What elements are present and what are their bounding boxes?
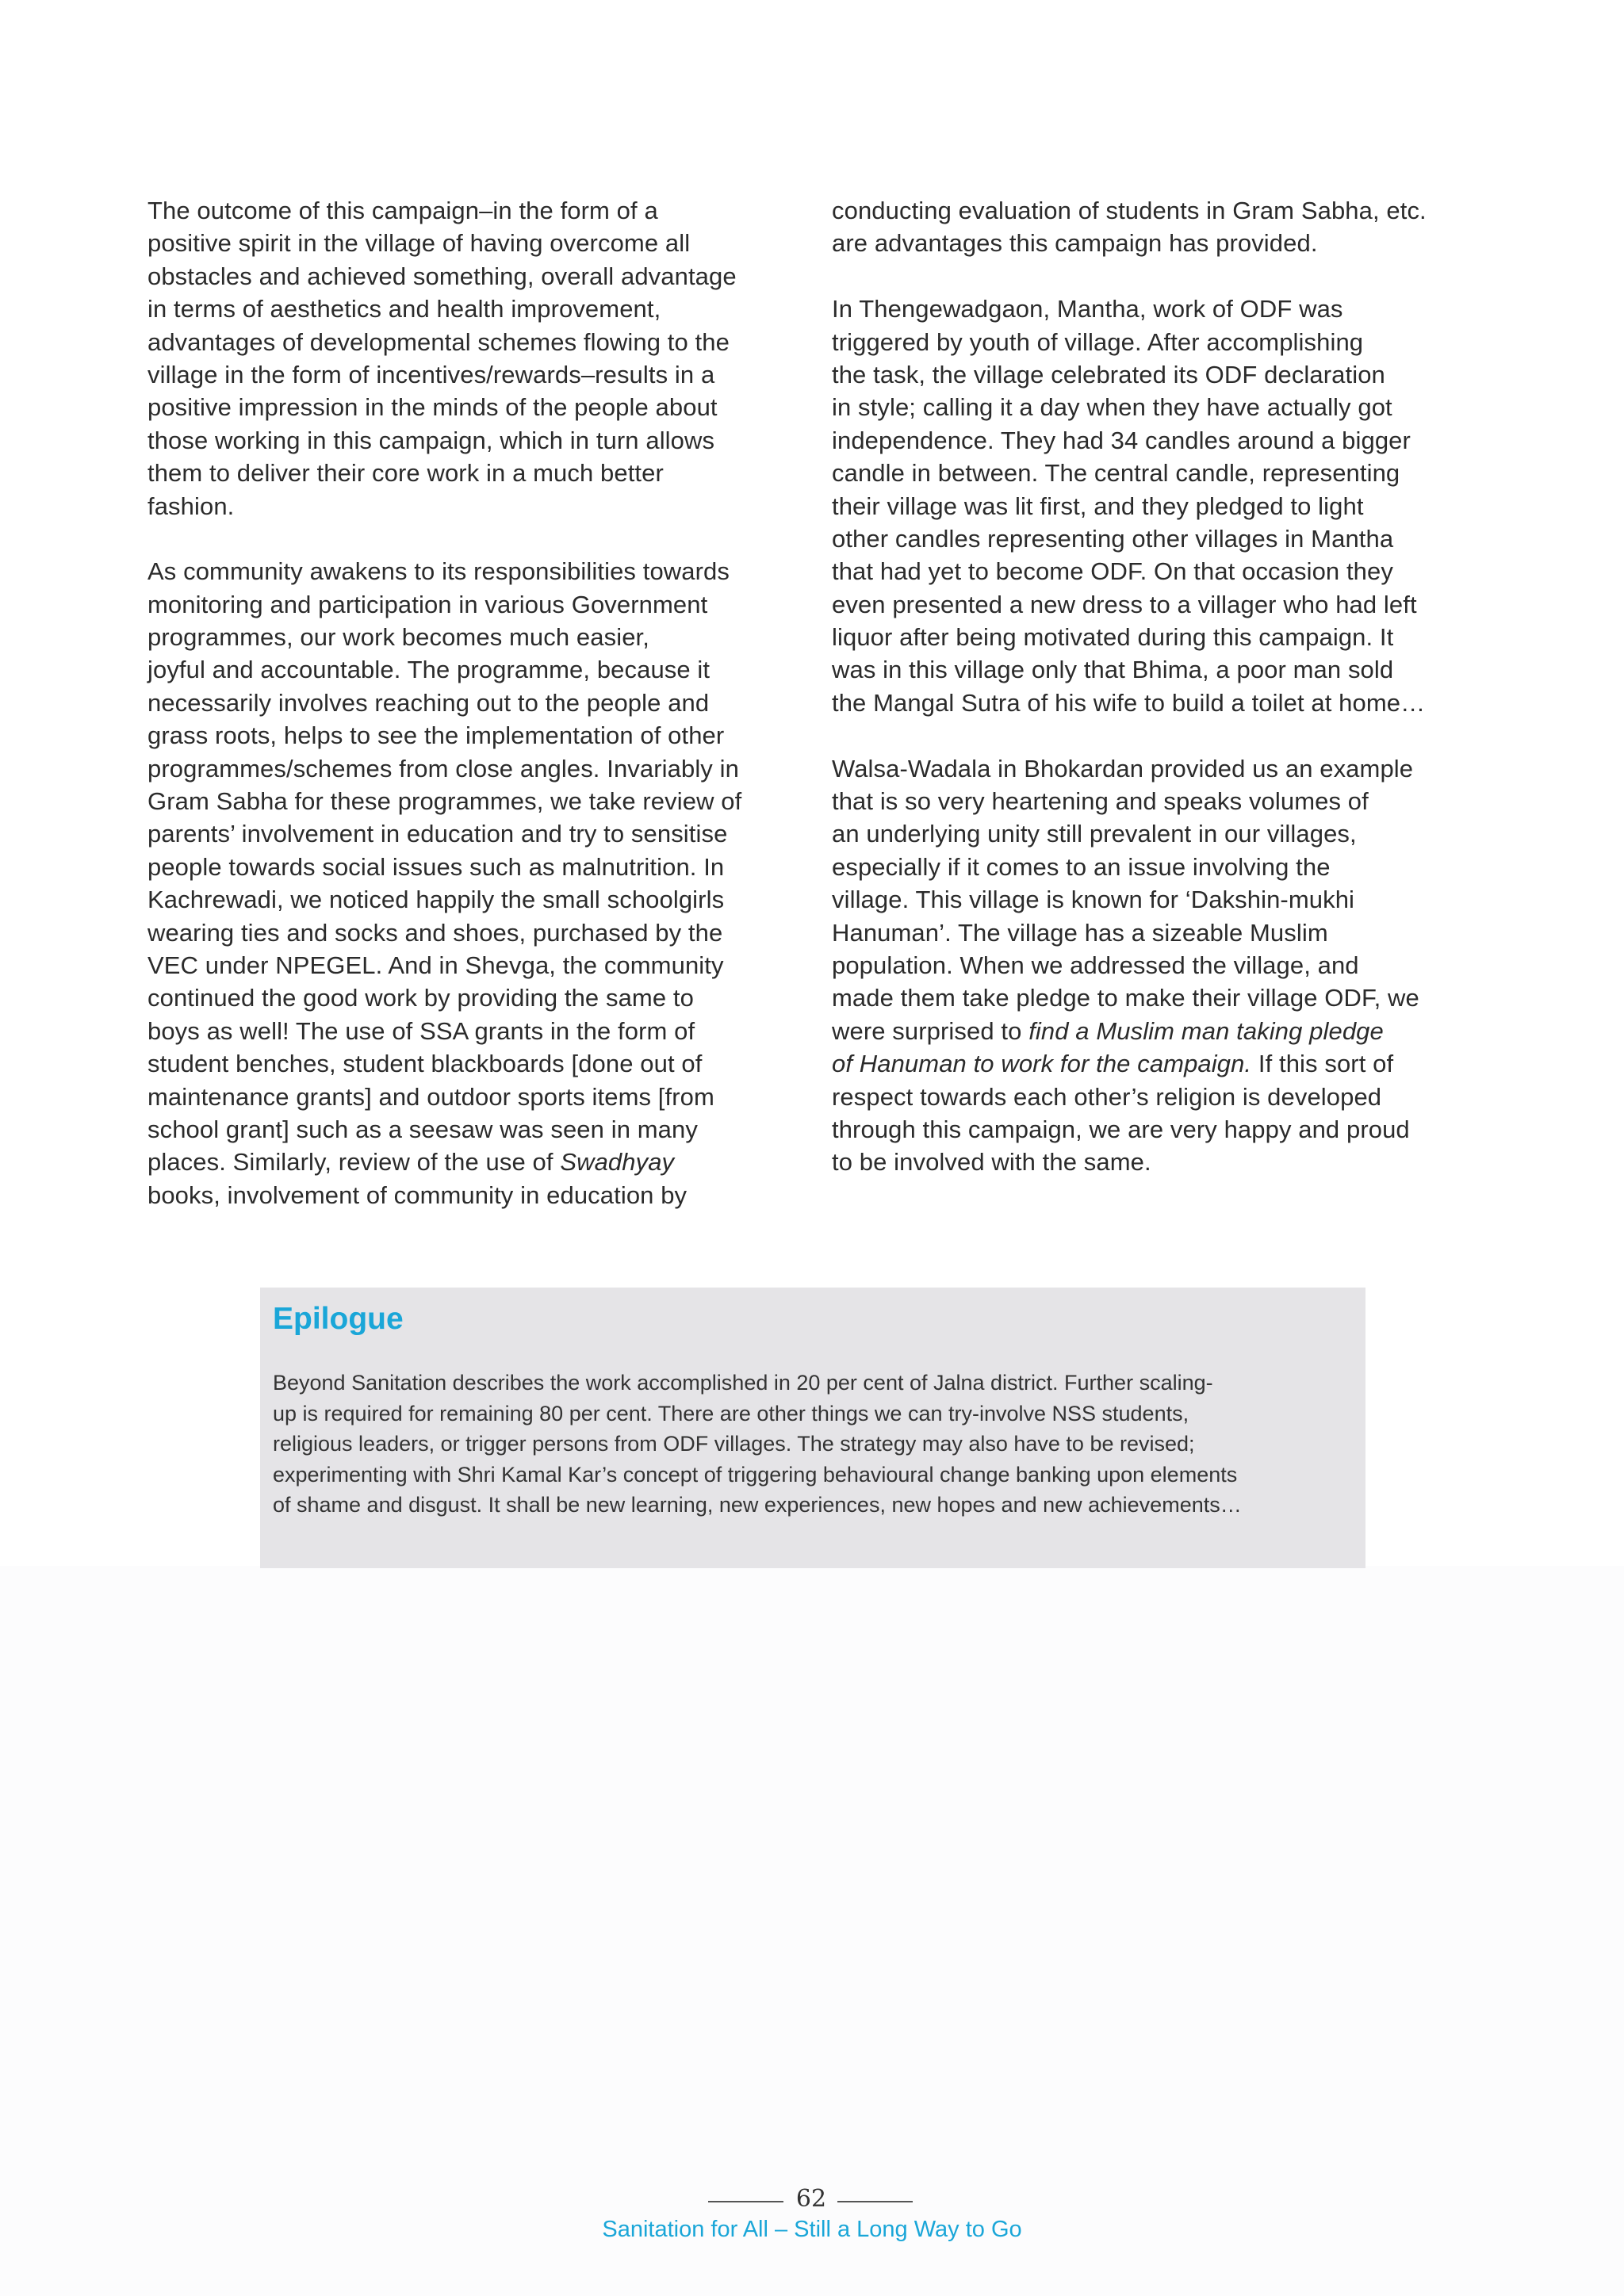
text-line: school grant] such as a seesaw was seen in many bbox=[147, 1115, 698, 1143]
text-line: population. When we addressed the village, and bbox=[832, 951, 1359, 979]
text-line: advantages of developmental schemes flowing to the bbox=[147, 327, 730, 356]
epilogue-box bbox=[260, 1288, 1365, 1568]
text-line: programmes/schemes from close angles. Invariably in bbox=[147, 754, 739, 783]
text-line: Hanuman’. The village has a sizeable Muslim bbox=[832, 918, 1328, 947]
text-line: Gram Sabha for these programmes, we take review of bbox=[147, 787, 742, 816]
text-line: made them take pledge to make their village ODF, we bbox=[832, 984, 1419, 1012]
text-line: In Thengewadgaon, Mantha, work of ODF was bbox=[832, 295, 1343, 323]
text-line: religious leaders, or trigger persons from ODF villages. The strategy may also have to be revised; bbox=[273, 1432, 1195, 1456]
text-line: respect towards each other’s religion is developed bbox=[832, 1082, 1382, 1111]
epilogue-title: Epilogue bbox=[273, 1302, 404, 1336]
text-line: that is so very heartening and speaks volumes of bbox=[832, 787, 1369, 816]
right-column bbox=[832, 194, 1522, 1179]
text-line: wearing ties and socks and shoes, purchased by the bbox=[147, 918, 723, 947]
text-line: maintenance grants] and outdoor sports items [from bbox=[147, 1082, 714, 1111]
text-line: continued the good work by providing the same to bbox=[147, 984, 694, 1012]
page-number: 62 bbox=[795, 2185, 827, 2213]
text-line: Kachrewadi, we noticed happily the small schoolgirls bbox=[147, 886, 725, 914]
text-line: in terms of aesthetics and health improvement, bbox=[147, 295, 661, 323]
text-line: their village was lit first, and they pledged to light bbox=[832, 492, 1364, 520]
text-line: the Mangal Sutra of his wife to build a toilet at home… bbox=[832, 688, 1426, 717]
text-line: necessarily involves reaching out to the people and bbox=[147, 688, 710, 717]
text-run: If this sort of bbox=[1251, 1050, 1394, 1078]
text-line: village. This village is known for ‘Dakshin-mukhi bbox=[832, 886, 1355, 914]
text-line: obstacles and achieved something, overall advantage bbox=[147, 262, 737, 290]
left-paragraph-2 bbox=[147, 555, 837, 1211]
text-line: of shame and disgust. It shall be new learning, new experiences, new hopes and new achievements… bbox=[273, 1493, 1242, 1517]
paragraph-gap bbox=[832, 719, 1522, 752]
left-paragraph-1 bbox=[147, 194, 837, 522]
text-line: them to deliver their core work in a much better bbox=[147, 459, 664, 488]
paragraph-gap bbox=[147, 522, 837, 555]
left-column bbox=[147, 194, 837, 1211]
text-line: liquor after being motivated during this campaign. It bbox=[832, 623, 1394, 652]
text-line: through this campaign, we are very happy and proud bbox=[832, 1115, 1410, 1143]
text-line: in style; calling it a day when they have actually got bbox=[832, 393, 1392, 422]
text-line: positive spirit in the village of having overcome all bbox=[147, 229, 691, 258]
text-line: books, involvement of community in education by bbox=[147, 1181, 688, 1209]
right-paragraph-1 bbox=[832, 194, 1522, 260]
text-line: positive impression in the minds of the people about bbox=[147, 393, 718, 422]
text-line: parents’ involvement in education and try to sensitise bbox=[147, 820, 728, 848]
text-line: independence. They had 34 candles around a bigger bbox=[832, 426, 1411, 454]
text-run: were surprised to bbox=[832, 1016, 1029, 1045]
paragraph-gap bbox=[832, 260, 1522, 293]
right-paragraph-3 bbox=[832, 752, 1522, 1179]
text-run: places. Similarly, review of the use of bbox=[147, 1148, 561, 1177]
text-line: programmes, our work becomes much easier, bbox=[147, 623, 649, 652]
text-line: grass roots, helps to see the implementation of other bbox=[147, 721, 725, 750]
text-line: conducting evaluation of students in Gram Sabha, etc. bbox=[832, 197, 1427, 224]
text-line: boys as well! The use of SSA grants in the form of bbox=[147, 1016, 695, 1045]
emphasized-phrase: find a Muslim man taking pledge bbox=[1028, 1016, 1384, 1045]
epilogue-body bbox=[273, 1368, 1359, 1521]
text-line: especially if it comes to an issue involving the bbox=[832, 852, 1331, 881]
text-line: the task, the village celebrated its ODF declaration bbox=[832, 360, 1385, 388]
right-paragraph-2 bbox=[832, 293, 1522, 719]
text-line bbox=[832, 1015, 1522, 1047]
text-line: Walsa-Wadala in Bhokardan provided us an example bbox=[832, 754, 1414, 783]
text-line: other candles representing other villages in Mantha bbox=[832, 524, 1394, 553]
emphasized-term: Swadhyay bbox=[560, 1148, 675, 1177]
text-line bbox=[147, 1146, 837, 1178]
text-line: was in this village only that Bhima, a poor man sold bbox=[832, 656, 1394, 684]
text-line: that had yet to become ODF. On that occasion they bbox=[832, 557, 1393, 586]
emphasized-phrase: of Hanuman to work for the campaign. bbox=[832, 1050, 1252, 1078]
text-line: people towards social issues such as malnutrition. In bbox=[147, 852, 725, 881]
text-line: The outcome of this campaign–in the form of a bbox=[147, 197, 658, 224]
text-line: fashion. bbox=[147, 492, 235, 520]
text-line: candle in between. The central candle, representing bbox=[832, 459, 1400, 488]
text-line: those working in this campaign, which in turn allows bbox=[147, 426, 715, 454]
text-line bbox=[832, 1047, 1522, 1080]
text-line: triggered by youth of village. After accomplishing bbox=[832, 327, 1364, 356]
text-line: up is required for remaining 80 per cent. There are other things we can try-involve NSS students, bbox=[273, 1401, 1189, 1425]
footer-rule-right bbox=[837, 2201, 913, 2202]
text-line: to be involved with the same. bbox=[832, 1148, 1151, 1177]
text-line: even presented a new dress to a villager who had left bbox=[832, 590, 1417, 618]
text-line: an underlying unity still prevalent in our villages, bbox=[832, 820, 1357, 848]
running-footer-title: Sanitation for All – Still a Long Way to Go bbox=[602, 2217, 1022, 2242]
text-line: Beyond Sanitation describes the work accomplished in 20 per cent of Jalna district. Further scaling- bbox=[273, 1371, 1213, 1395]
text-line: VEC under NPEGEL. And in Shevga, the community bbox=[147, 951, 724, 979]
text-line: As community awakens to its responsibilities towards bbox=[147, 557, 730, 586]
text-line: experimenting with Shri Kamal Kar’s concept of triggering behavioural change banking upon elements bbox=[273, 1462, 1238, 1487]
text-line: are advantages this campaign has provided. bbox=[832, 229, 1318, 258]
text-line: joyful and accountable. The programme, because it bbox=[147, 656, 710, 684]
text-line: monitoring and participation in various Government bbox=[147, 590, 708, 618]
text-line: village in the form of incentives/rewards–results in a bbox=[147, 360, 715, 388]
text-line: student benches, student blackboards [done out of bbox=[147, 1050, 703, 1078]
